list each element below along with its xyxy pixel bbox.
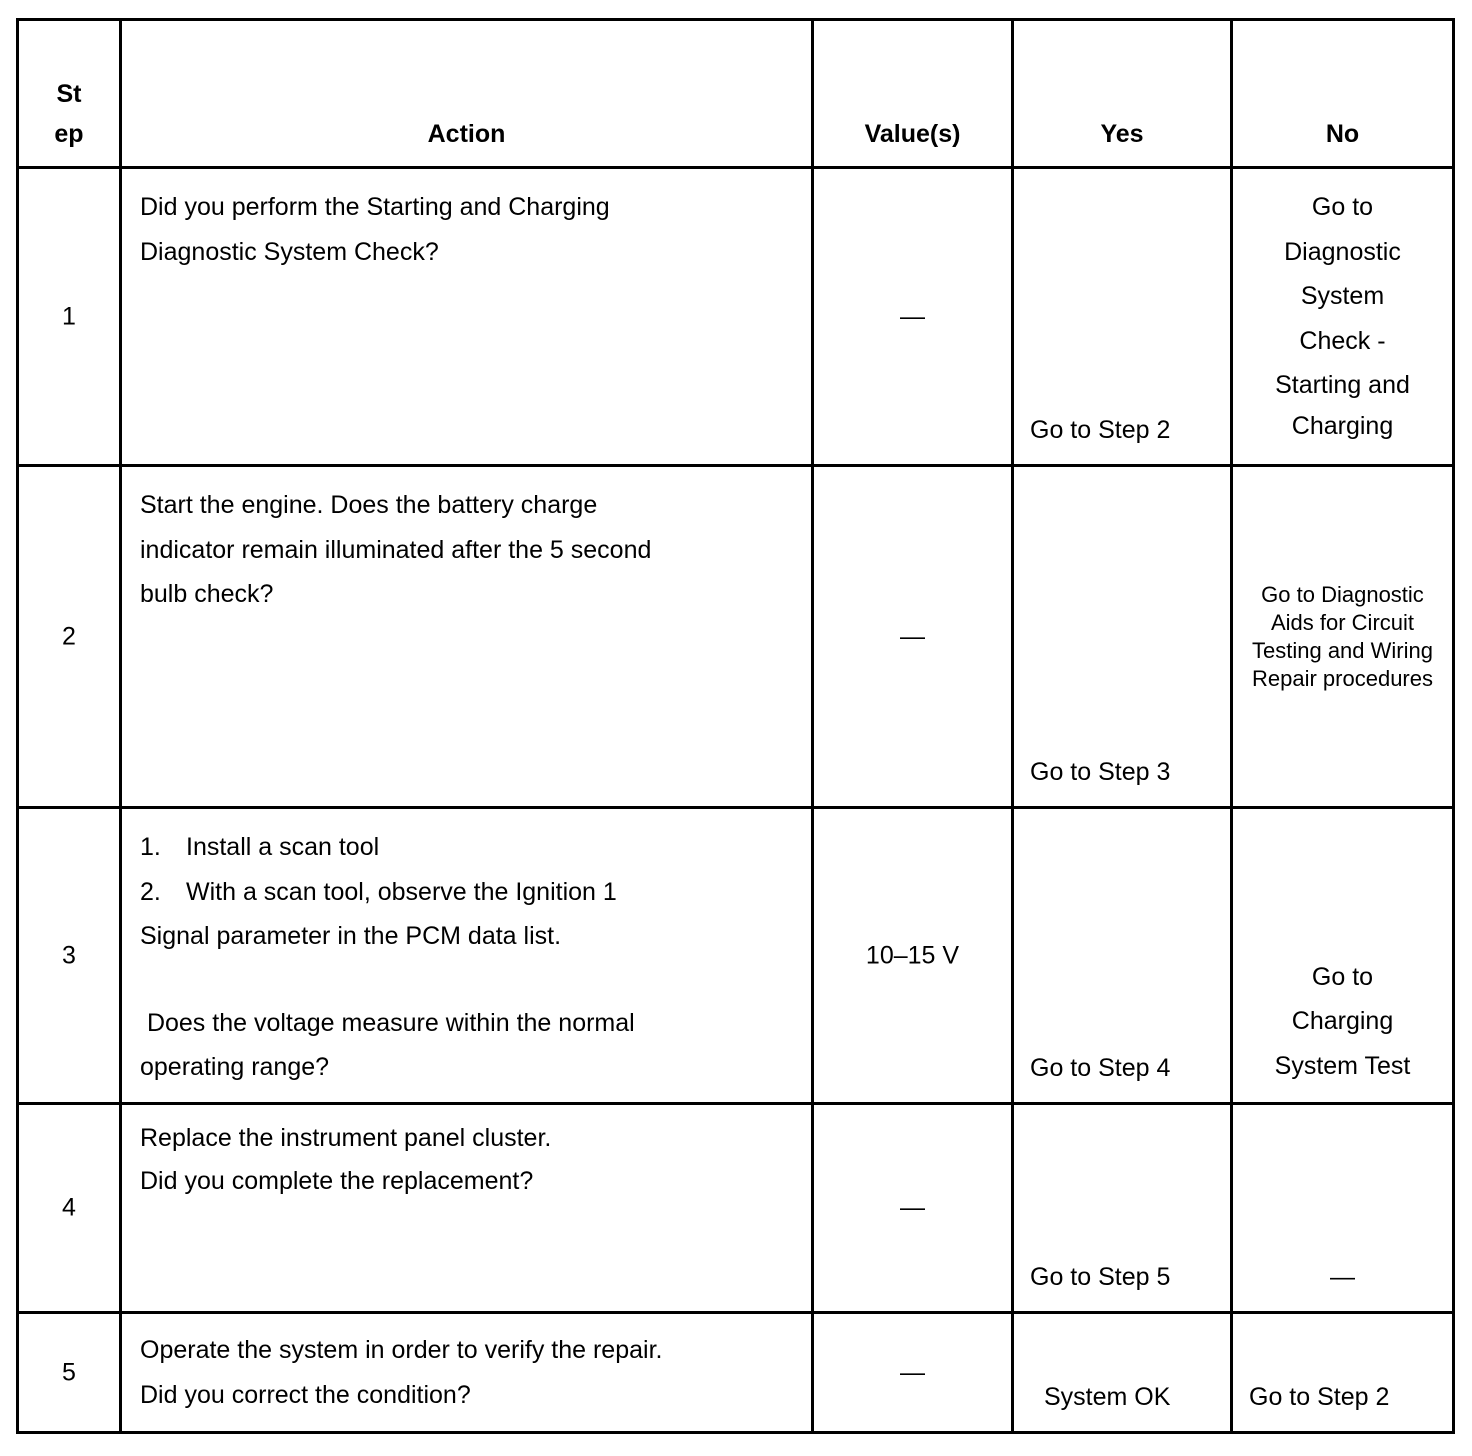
table-row <box>18 1313 1454 1433</box>
yes-cell <box>1013 808 1232 1104</box>
no-text: — <box>1330 1263 1355 1291</box>
yes-text: Go to Step 4 <box>1030 1054 1171 1082</box>
step-cell <box>18 1104 121 1313</box>
action-line: Did you perform the Starting and Charging <box>140 193 610 221</box>
no-line: Diagnostic <box>1284 237 1401 266</box>
no-cell <box>1232 1104 1454 1313</box>
header-row <box>18 20 1454 168</box>
no-line: Testing and Wiring <box>1252 637 1433 663</box>
list-item-text: Install a scan tool <box>186 833 380 861</box>
no-line: Aids for Circuit <box>1270 609 1415 635</box>
value-text: — <box>900 1358 925 1386</box>
action-line: Signal parameter in the PCM data list. <box>140 922 562 950</box>
value-cell <box>813 168 1013 466</box>
no-line: Charging <box>1291 411 1394 440</box>
no-line: Check - <box>1299 326 1386 355</box>
header-step-line2: ep <box>54 120 84 148</box>
no-cell <box>1232 168 1454 466</box>
no-text: Go to Step 2 <box>1249 1383 1390 1411</box>
action-line: Operate the system in order to verify the repair. <box>140 1336 663 1364</box>
action-line: Did you correct the condition? <box>140 1380 471 1409</box>
action-line: Diagnostic System Check? <box>140 237 439 266</box>
yes-text: Go to Step 2 <box>1030 416 1171 444</box>
list-item-number: 1. <box>140 833 161 861</box>
step-number: 2 <box>62 622 76 650</box>
no-line: Repair procedures <box>1252 665 1433 691</box>
header-step <box>18 20 121 168</box>
action-cell <box>121 168 813 466</box>
action-line: operating range? <box>140 1053 330 1081</box>
no-cell <box>1232 466 1454 808</box>
list-item <box>140 825 795 870</box>
yes-text: Go to Step 5 <box>1030 1263 1171 1291</box>
diagnostic-table <box>16 18 1455 1434</box>
yes-cell <box>1013 466 1232 808</box>
action-line: Did you complete the replacement? <box>140 1167 534 1195</box>
step-cell <box>18 808 121 1104</box>
no-line: Go to <box>1311 962 1374 991</box>
step-number: 1 <box>62 302 76 330</box>
step-cell <box>18 1313 121 1433</box>
header-no: No <box>1232 20 1454 168</box>
value-text: — <box>900 622 925 650</box>
yes-text: Go to Step 3 <box>1030 758 1171 786</box>
value-cell <box>813 808 1013 1104</box>
header-yes: Yes <box>1013 20 1232 168</box>
step-number: 5 <box>62 1358 76 1386</box>
action-cell <box>121 1313 813 1433</box>
step-number: 3 <box>62 941 76 969</box>
action-line: Replace the instrument panel cluster. <box>140 1124 552 1152</box>
table-row <box>18 466 1454 808</box>
value-cell <box>813 466 1013 808</box>
action-line <box>140 959 795 1001</box>
value-text: — <box>900 302 925 330</box>
value-text: 10–15 V <box>865 941 960 969</box>
yes-cell <box>1013 168 1232 466</box>
value-cell <box>813 1104 1013 1313</box>
action-line: Does the voltage measure within the normal <box>140 1008 635 1037</box>
no-cell <box>1232 808 1454 1104</box>
action-line: indicator remain illuminated after the 5 second <box>140 535 652 564</box>
step-cell <box>18 168 121 466</box>
no-line: Starting and <box>1275 371 1410 399</box>
no-line: Go to Diagnostic <box>1261 581 1424 607</box>
no-line: Charging <box>1291 1007 1394 1035</box>
action-line: Start the engine. Does the battery charge <box>140 491 598 519</box>
step-number: 4 <box>62 1193 76 1222</box>
list-item-number: 2. <box>140 877 161 906</box>
action-cell <box>121 466 813 808</box>
action-cell <box>121 1104 813 1313</box>
yes-text: System OK <box>1044 1383 1171 1411</box>
no-line: Go to <box>1311 193 1374 221</box>
yes-cell <box>1013 1313 1232 1433</box>
table-row <box>18 808 1454 1104</box>
table-row <box>18 1104 1454 1313</box>
header-step-line1: St <box>56 80 82 108</box>
header-action: Action <box>121 20 813 168</box>
header-values: Value(s) <box>813 20 1013 168</box>
action-line: bulb check? <box>140 580 274 608</box>
action-cell <box>121 808 813 1104</box>
list-item <box>140 870 795 915</box>
table-row <box>18 168 1454 466</box>
yes-cell <box>1013 1104 1232 1313</box>
no-line: System <box>1300 282 1385 310</box>
list-item-text: With a scan tool, observe the Ignition 1 <box>186 877 617 906</box>
no-line: System Test <box>1274 1051 1411 1080</box>
value-cell <box>813 1313 1013 1433</box>
no-cell <box>1232 1313 1454 1433</box>
value-text: — <box>900 1193 925 1222</box>
step-cell <box>18 466 121 808</box>
